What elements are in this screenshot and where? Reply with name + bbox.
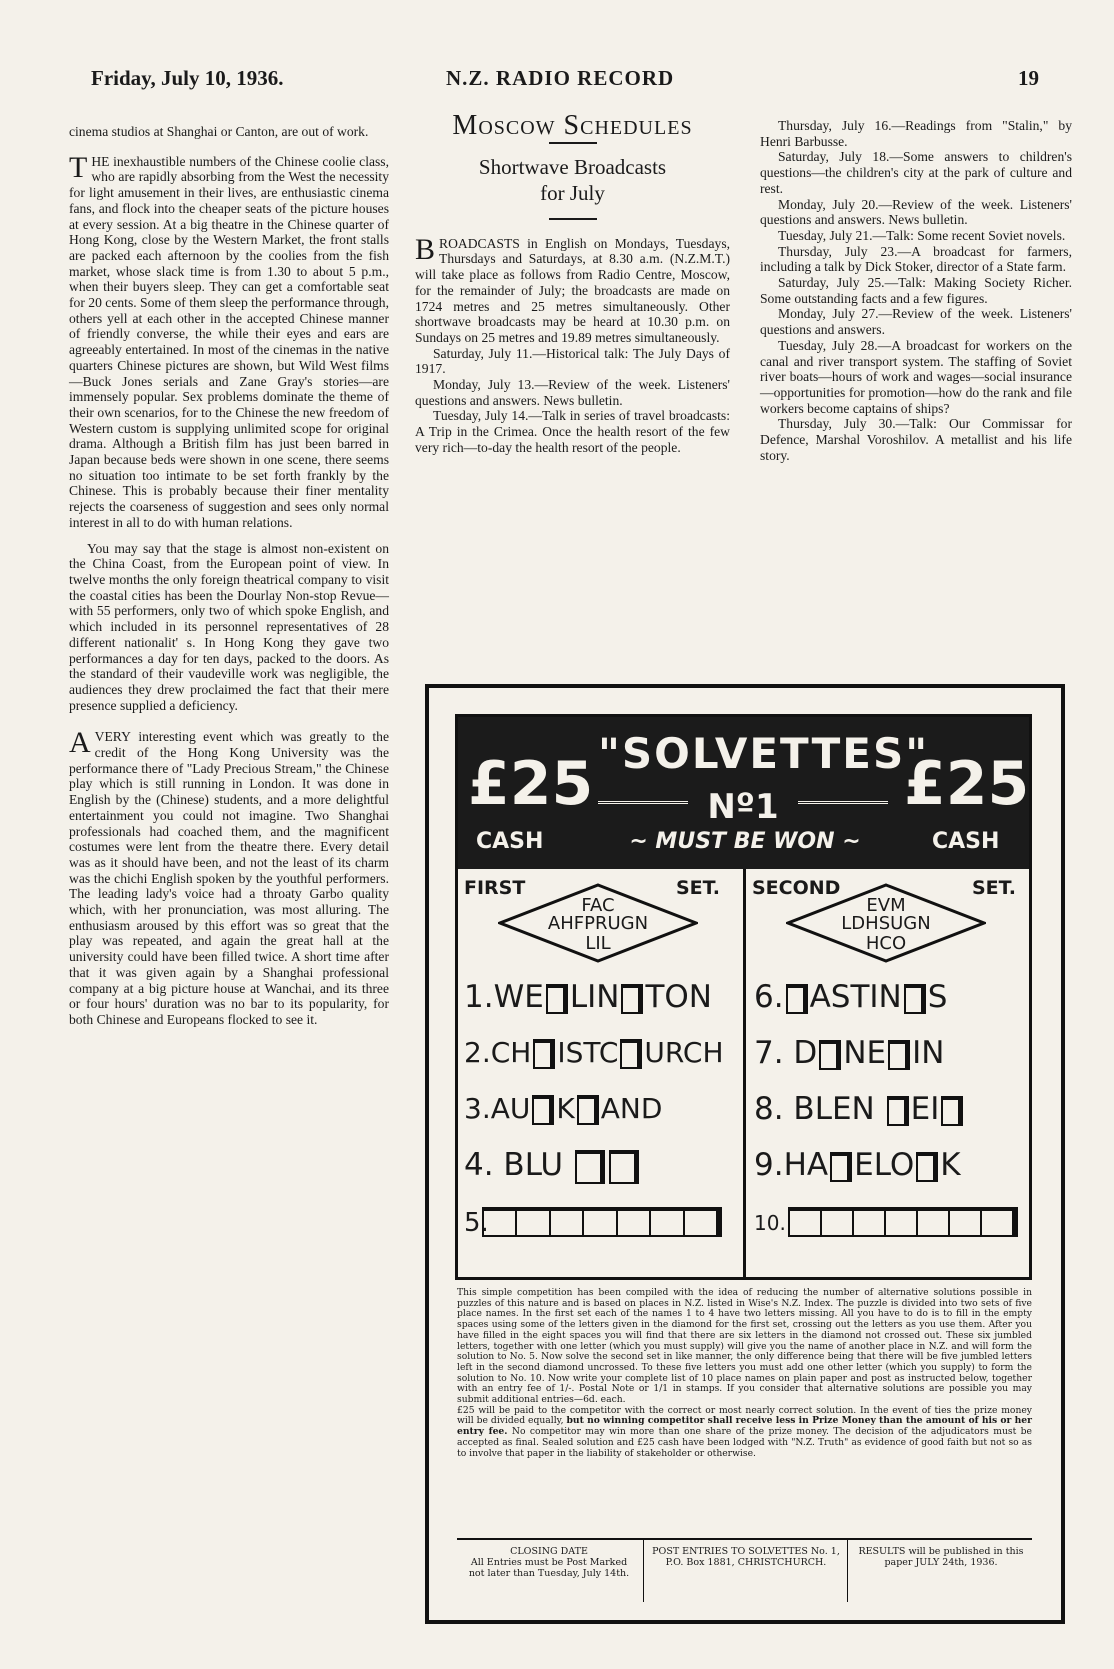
prize-text-bold: but no winning competitor shall receive less in Prize Money than the amount of his or her entry fee. bbox=[457, 1415, 1032, 1438]
middle-column bbox=[415, 110, 731, 456]
adjudication-text: No competitor may win more than one share of the prize money. The decision of the adjudicators must be accepted as final. Sealed solution and £25 cash have been lodged with "N.Z. Truth" as evidence of good faith but not so as to involve that paper in the liability of stakeholder or otherwise. bbox=[457, 1426, 1032, 1459]
blank-box[interactable] bbox=[546, 984, 568, 1014]
entry-text: 9.HA bbox=[754, 1147, 829, 1183]
wave-left bbox=[598, 801, 688, 808]
title-rule bbox=[549, 142, 597, 144]
right-para-9: Thursday, July 30.—Talk: Our Commissar for Defence, Marshal Voroshilov. A metallist and his life story. bbox=[760, 416, 1072, 463]
page-number: 19 bbox=[1018, 66, 1039, 90]
lead-word: VERY bbox=[94, 729, 131, 745]
puzzle-panel bbox=[455, 714, 1032, 1280]
entry-text: NE bbox=[843, 1035, 887, 1071]
right-para-3: Monday, July 20.—Review of the week. Listeners' questions and answers. News bulletin. bbox=[760, 196, 1072, 228]
entry-text: 4. BLU bbox=[464, 1147, 564, 1183]
blank-box[interactable] bbox=[575, 1150, 605, 1184]
left-para-1-text: inexhaustible numbers of the Chinese coolie class, who are rapidly absorbing from the West the necessity for light amusement in their lives, are enthusiastic cinema fans, and flock into the cheaper seats of the picture houses at every session. At a big theatre in the Chinese quarter of Hong Kong, close by the Western Market, the front stalls are packed each afternoon by the coolies from the fish market, whose slack time is from 1.30 to about 5 p.m., when their buyers sleep. They can get a comfortable seat for 20 cents. Some of them sleep the performance through, others yell at each other in the accepted Chinese manner of friendly converse, the while their eyes and ears are agreeably entertained. In most of the cinemas in the native quarters Chinese pictures are shown, but Wild West films—Buck Jones serials and Zane Gray's stories—are immensely popular. Sex problems dominate the theme of their own scenarios, for to the Chinese the new freedom of Western custom is supplying unlimited scope for original drama. Although a British film has just been barred in Japan because beds were shown in one scene, there seems no situation too intimate to be set forth frankly by the Chinese. This is probably because their finer mentality rejects the coarseness of suggestion and sees only normal interest in all to do with human relations. bbox=[69, 153, 389, 530]
closing-body: All Entries must be Post Marked not later than Tuesday, July 14th. bbox=[468, 1557, 630, 1579]
right-para-6: Saturday, July 25.—Talk: Making Society Richer. Some outstanding facts and a few figures. bbox=[760, 275, 1072, 306]
entry-text: ELO bbox=[854, 1147, 915, 1183]
drop-cap-a: A bbox=[69, 726, 91, 760]
solvettes-advert bbox=[425, 684, 1065, 1624]
must-be-won: ~ MUST BE WON ~ bbox=[629, 829, 861, 854]
entry-6 bbox=[754, 979, 947, 1015]
entry-8 bbox=[754, 1091, 965, 1127]
mid-para-1 bbox=[415, 232, 731, 346]
entry-7 bbox=[754, 1035, 944, 1071]
article-title: Moscow Schedules bbox=[452, 110, 693, 141]
entry-text: K bbox=[556, 1092, 575, 1125]
entry-text: 2.CH bbox=[464, 1036, 532, 1069]
page-date: Friday, July 10, 1936. bbox=[91, 66, 284, 90]
second-set-label-b: SET. bbox=[972, 877, 1016, 899]
blank-box[interactable] bbox=[916, 1152, 938, 1182]
left-para-1 bbox=[69, 150, 389, 531]
entry-text: 7. D bbox=[754, 1035, 818, 1071]
blank-box[interactable] bbox=[904, 984, 926, 1014]
blank-box[interactable] bbox=[532, 1095, 554, 1125]
blank-box[interactable] bbox=[620, 1039, 642, 1069]
entry-text: 6. bbox=[754, 979, 784, 1015]
right-para-7: Monday, July 27.—Review of the week. Listeners' questions and answers. bbox=[760, 306, 1072, 338]
competition-title: "SOLVETTES" bbox=[598, 729, 930, 778]
entry-text: LIN bbox=[569, 979, 620, 1015]
wave-right bbox=[798, 801, 888, 808]
prize-left: £25 bbox=[468, 749, 594, 819]
lead-word: HE bbox=[91, 153, 110, 169]
diamond1-top: FAC bbox=[581, 895, 615, 916]
footer-divider bbox=[643, 1540, 644, 1602]
publication-title: N.Z. RADIO RECORD bbox=[446, 66, 675, 90]
entry-footer bbox=[457, 1538, 1032, 1602]
entry-text: URCH bbox=[644, 1036, 724, 1069]
results-date: RESULTS will be published in this paper JULY 24th, 1936. bbox=[858, 1546, 1024, 1568]
cash-right: CASH bbox=[932, 829, 1000, 854]
blank-box[interactable] bbox=[577, 1095, 599, 1125]
second-diamond bbox=[786, 883, 986, 963]
first-set-label: FIRST bbox=[464, 877, 526, 899]
entry-text: 8. BLEN bbox=[754, 1091, 875, 1127]
entry-4 bbox=[464, 1147, 641, 1184]
mid-para-1-text: in English on Mondays, Tuesdays, Thursdays and Saturdays, at 8.30 a.m. (N.Z.M.T.) will take place as follows from Radio Centre, Moscow, for the remainder of July; the broadcasts are made on 1724 metres and 25 metres simultaneously. Other shortwave broadcasts may be heard at 10.30 p.m. on Sundays on 25 metres and 19.89 metres simultaneously. bbox=[415, 235, 731, 345]
left-para-0: cinema studios at Shanghai or Canton, are out of work. bbox=[69, 124, 369, 139]
second-set-label: SECOND bbox=[752, 877, 841, 899]
prize-banner bbox=[458, 717, 1029, 869]
diamond2-mid: LDHSUGN bbox=[841, 913, 931, 934]
footer-divider bbox=[847, 1540, 848, 1602]
prize-right: £25 bbox=[904, 749, 1030, 819]
blank-box[interactable] bbox=[887, 1096, 909, 1126]
drop-cap-t: T bbox=[69, 150, 88, 184]
entry-text: 3.AU bbox=[464, 1092, 531, 1125]
entry-2 bbox=[464, 1035, 724, 1071]
entry-3 bbox=[464, 1091, 662, 1127]
left-para-2: You may say that the stage is almost non-existent on the China Coast, from the European point of view. In twelve months the only foreign theatrical company to visit the coastal cities has been the Dourlay Non-stop Revue—with 55 performers, only two of which spoke English, and which included in its personnel representatives of 28 different nationalit' s. In Hong Kong they gave two performances a day for ten days, packed to the doors. As the standard of their vaudeville work was negligible, the audiences they drew proclaimed the fact that their mere presence supplied a deficiency. bbox=[69, 540, 389, 713]
entry-text: EI bbox=[910, 1091, 940, 1127]
competition-number: Nº1 bbox=[707, 787, 779, 827]
left-column bbox=[69, 124, 389, 1028]
entry-text: 1.WE bbox=[464, 979, 544, 1015]
left-para-3 bbox=[69, 726, 389, 1027]
entry-text: K bbox=[940, 1147, 961, 1183]
blank-box[interactable] bbox=[786, 984, 808, 1014]
right-para-8: Tuesday, July 28.—A broadcast for workers on the canal and river transport system. The staffing of Soviet river boats—hours of work and wages—social insurance—opportunities for promotion—how do the rank and file workers become captains of ships? bbox=[760, 337, 1072, 416]
blank-box[interactable] bbox=[533, 1039, 555, 1069]
answer-box-10[interactable] bbox=[788, 1207, 1018, 1237]
blank-box[interactable] bbox=[830, 1152, 852, 1182]
blank-box[interactable] bbox=[819, 1040, 841, 1070]
first-diamond bbox=[498, 883, 698, 963]
competition-rules bbox=[457, 1288, 1032, 1459]
entry-text: IN bbox=[912, 1035, 945, 1071]
drop-cap-b: B bbox=[415, 232, 436, 266]
entry-text: AND bbox=[600, 1092, 663, 1125]
right-para-5: Thursday, July 23.—A broadcast for farmers, including a talk by Dick Stoker, director of a State farm. bbox=[760, 243, 1072, 275]
entry-text: ISTC bbox=[557, 1036, 619, 1069]
set-divider bbox=[743, 869, 746, 1277]
entry-9 bbox=[754, 1147, 961, 1183]
mid-para-4: Tuesday, July 14.—Talk in series of travel broadcasts: A Trip in the Crimea. Once the health resort of the few very rich—to-day the health resort of the people. bbox=[415, 408, 730, 455]
diamond2-top: EVM bbox=[866, 895, 906, 916]
left-para-3-text: interesting event which was greatly to the credit of the Hong Kong University was the performance there of "Lady Precious Stream," the Chinese play which is still running in London. It was done in English by the (Chinese) students, and a more delightful entertainment you could not imagine. Two Shanghai professionals had coached them, and the magnificent costumes were lent from the theatre there. Every detail was as it should have been, and not the least of its charm was the chichi English spoken by the youthful performers. The leading lady's voice had a throaty Garbo quality which, with her pronunciation, was most alluring. The enthusiasm aroused by this effort was so great that the play was repeated, and again the great hall at the university could have been filled twice. A short time after that it was given again by a Shanghai professional company at a big picture house at Wanchai, and its three or four hours' duration was no bar to its popularity, for both Chinese and Europeans flocked to see it. bbox=[69, 729, 389, 1027]
blank-box[interactable] bbox=[621, 984, 643, 1014]
entry-text: ASTIN bbox=[809, 979, 902, 1015]
entry-5: 5. bbox=[464, 1208, 489, 1238]
closing-date bbox=[463, 1546, 635, 1579]
mid-para-3: Monday, July 13.—Review of the week. Listeners' questions and answers. News bulletin. bbox=[415, 377, 730, 408]
entry-text: TON bbox=[645, 979, 712, 1015]
mid-para-2: Saturday, July 11.—Historical talk: The July Days of 1917. bbox=[415, 345, 730, 377]
diamond1-mid: AHFPRUGN bbox=[547, 913, 649, 934]
entry-10: 10. bbox=[754, 1211, 786, 1235]
article-subtitle-1: Shortwave Broadcasts bbox=[478, 154, 667, 179]
cash-left: CASH bbox=[476, 829, 544, 854]
rules-text: This simple competition has been compiled with the idea of reducing the number of alternative solutions possible in puzzles of this nature and is based on places in N.Z. listed in Wise's N.Z. Index. The puzzle is divided into two sets of five place names. In the first set each of the names 1 to 4 have two letters missing. All you have to do is to fill in the empty spaces using some of the letters given in the diamond for the first set, crossing out the letters as you use them. After you have filled in the eight spaces you will find that there are six letters in the diamond not crossed out. These six jumbled letters, together with one letter (which you must supply) will give you the name of another place in N.Z. and will form the solution to No. 5. Now solve the second set in like manner, the only difference being that there will be five jumbled letters left in the second diamond uncrossed. To these five letters you must add one other letter (which you supply) to form the solution to No. 10. Now write your complete list of 10 place names on plain paper and post as instructed below, together with an entry fee of 1/-. Postal Note or 1/1 in stamps. If you consider that alternative solutions are possible you may submit additional entries—6d. each. bbox=[457, 1287, 1032, 1406]
right-column bbox=[760, 118, 1072, 463]
entry-text: S bbox=[927, 979, 948, 1015]
post-address: POST ENTRIES TO SOLVETTES No. 1, P.O. Box 1881, CHRISTCHURCH. bbox=[652, 1546, 840, 1568]
diamond2-bottom: HCO bbox=[865, 933, 907, 954]
article-subtitle-2: for July bbox=[540, 180, 605, 205]
answer-box-5[interactable] bbox=[482, 1207, 722, 1237]
first-set-label-b: SET. bbox=[676, 877, 720, 899]
closing-title: CLOSING DATE bbox=[510, 1546, 588, 1557]
blank-box[interactable] bbox=[888, 1040, 910, 1070]
blank-box[interactable] bbox=[609, 1150, 639, 1184]
prize-text: £25 will be paid to the competitor with the correct or most nearly correct solution. In the event of ties the prize money will be divided equally, bbox=[457, 1404, 1032, 1427]
right-para-2: Saturday, July 18.—Some answers to children's questions—the children's city at the park of culture and rest. bbox=[760, 149, 1072, 196]
entry-1 bbox=[464, 979, 712, 1015]
right-para-1: Thursday, July 16.—Readings from "Stalin," by Henri Barbusse. bbox=[760, 118, 1072, 149]
blank-box[interactable] bbox=[941, 1096, 963, 1126]
subtitle-rule bbox=[549, 218, 597, 220]
lead-word: ROADCASTS bbox=[439, 235, 520, 251]
diamond1-bottom: LIL bbox=[585, 933, 611, 954]
right-para-4: Tuesday, July 21.—Talk: Some recent Soviet novels. bbox=[778, 227, 1066, 243]
